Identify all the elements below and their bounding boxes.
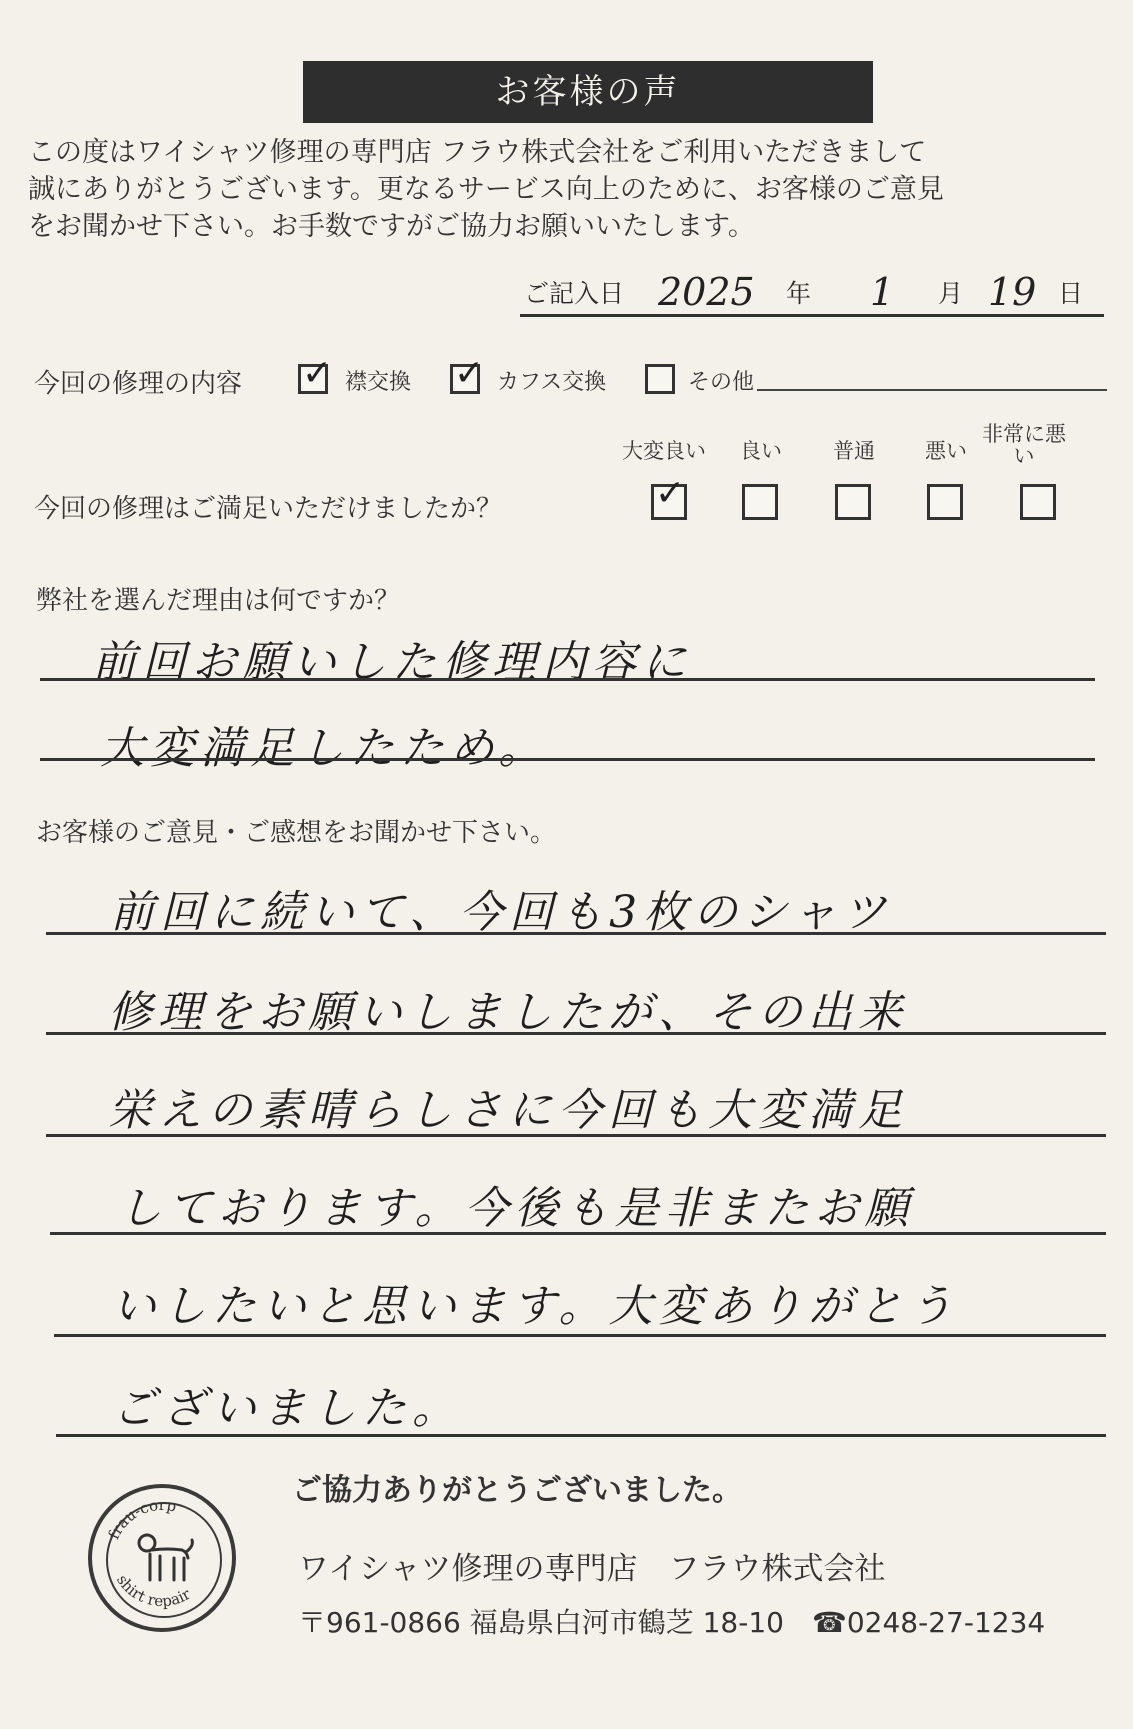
check-mark-icon: ✓ bbox=[454, 353, 485, 394]
answer-rule bbox=[46, 932, 1106, 935]
opinion-answer-line: しております。今後も是非またお願 bbox=[118, 1183, 915, 1234]
answer-rule bbox=[56, 1434, 1106, 1437]
rating-checkbox-very-bad[interactable] bbox=[1020, 484, 1056, 520]
option-collar-label: 襟交換 bbox=[345, 370, 412, 395]
answer-rule bbox=[46, 1032, 1106, 1035]
check-mark-icon: ✓ bbox=[655, 473, 686, 514]
reason-answer-line: 前回お願いした修理内容に bbox=[92, 637, 692, 688]
answer-rule bbox=[46, 1134, 1106, 1137]
answer-rule bbox=[50, 1232, 1106, 1235]
date-day: 19 bbox=[988, 270, 1037, 314]
checkbox-collar[interactable] bbox=[298, 353, 333, 394]
opinion-answer-line: 前回に続いて、今回も3枚のシャツ bbox=[110, 887, 893, 938]
thanks-message: ご協力ありがとうございました。 bbox=[292, 1473, 742, 1508]
opinion-answer-line: 栄えの素晴らしさに今回も大変満足 bbox=[108, 1085, 908, 1136]
reason-question: 弊社を選んだ理由は何ですか？ bbox=[36, 586, 401, 616]
company-address: 〒961-0866 福島県白河市鶴芝 18-10 ☎0248-27-1234 bbox=[298, 1606, 1046, 1639]
rating-label-very-good: 大変良い bbox=[622, 439, 706, 463]
option-other-label: その他 bbox=[688, 370, 755, 395]
check-mark-icon: ✓ bbox=[302, 353, 333, 394]
checkbox-cuffs[interactable] bbox=[450, 353, 485, 394]
date-month: 1 bbox=[870, 270, 895, 314]
date-month-unit: 月 bbox=[938, 279, 964, 308]
rating-checkbox-bad[interactable] bbox=[927, 484, 963, 520]
date-year-unit: 年 bbox=[786, 279, 812, 308]
reason-answer-line: 大変満足したため。 bbox=[100, 723, 549, 774]
option-cuffs-label: カフス交換 bbox=[497, 370, 607, 395]
intro-line: 誠にありがとうございます。更なるサービス向上のために、お客様のご意見 bbox=[28, 174, 944, 205]
rating-label-bad: 悪い bbox=[925, 439, 967, 463]
date-field[interactable] bbox=[520, 268, 1104, 317]
rating-label-very-bad: 非常に悪い bbox=[982, 422, 1066, 468]
answer-rule bbox=[40, 678, 1095, 681]
logo-text-top: frau-corp bbox=[104, 1495, 178, 1543]
intro-text bbox=[28, 134, 1118, 245]
other-input-line[interactable] bbox=[757, 389, 1107, 391]
opinion-question: お客様のご意見・ご感想をお聞かせ下さい。 bbox=[36, 818, 557, 848]
logo-text-bottom: shirt repair bbox=[112, 1571, 194, 1611]
date-year: 2025 bbox=[658, 270, 755, 314]
company-name: ワイシャツ修理の専門店 フラウ株式会社 bbox=[298, 1551, 886, 1587]
satisfaction-question: 今回の修理はご満足いただけましたか？ bbox=[34, 494, 503, 524]
rating-label-good: 良い bbox=[740, 439, 782, 463]
date-label: ご記入日 bbox=[524, 279, 625, 308]
intro-line: この度はワイシャツ修理の専門店 フラウ株式会社をご利用いただきまして bbox=[28, 137, 927, 168]
rating-label-normal: 普通 bbox=[833, 439, 875, 463]
rating-checkbox-good[interactable] bbox=[742, 484, 778, 520]
page-title: お客様の声 bbox=[303, 61, 873, 123]
answer-rule bbox=[54, 1334, 1106, 1337]
checkbox-other[interactable] bbox=[645, 364, 675, 394]
opinion-answer-line: 修理をお願いしましたが、その出来 bbox=[108, 987, 908, 1038]
opinion-answer-line: いしたいと思います。大変ありがとう bbox=[112, 1281, 959, 1332]
company-logo bbox=[88, 1484, 236, 1632]
dog-icon bbox=[92, 1488, 232, 1628]
answer-rule bbox=[40, 758, 1095, 761]
rating-checkbox-normal[interactable] bbox=[835, 484, 871, 520]
repair-content-label: 今回の修理の内容 bbox=[34, 369, 243, 399]
opinion-answer-line: ございました。 bbox=[112, 1383, 462, 1434]
rating-checkbox-very-good[interactable] bbox=[651, 473, 687, 520]
intro-line: をお聞かせ下さい。お手数ですがご協力お願いいたします。 bbox=[28, 211, 755, 242]
date-day-unit: 日 bbox=[1058, 279, 1084, 308]
